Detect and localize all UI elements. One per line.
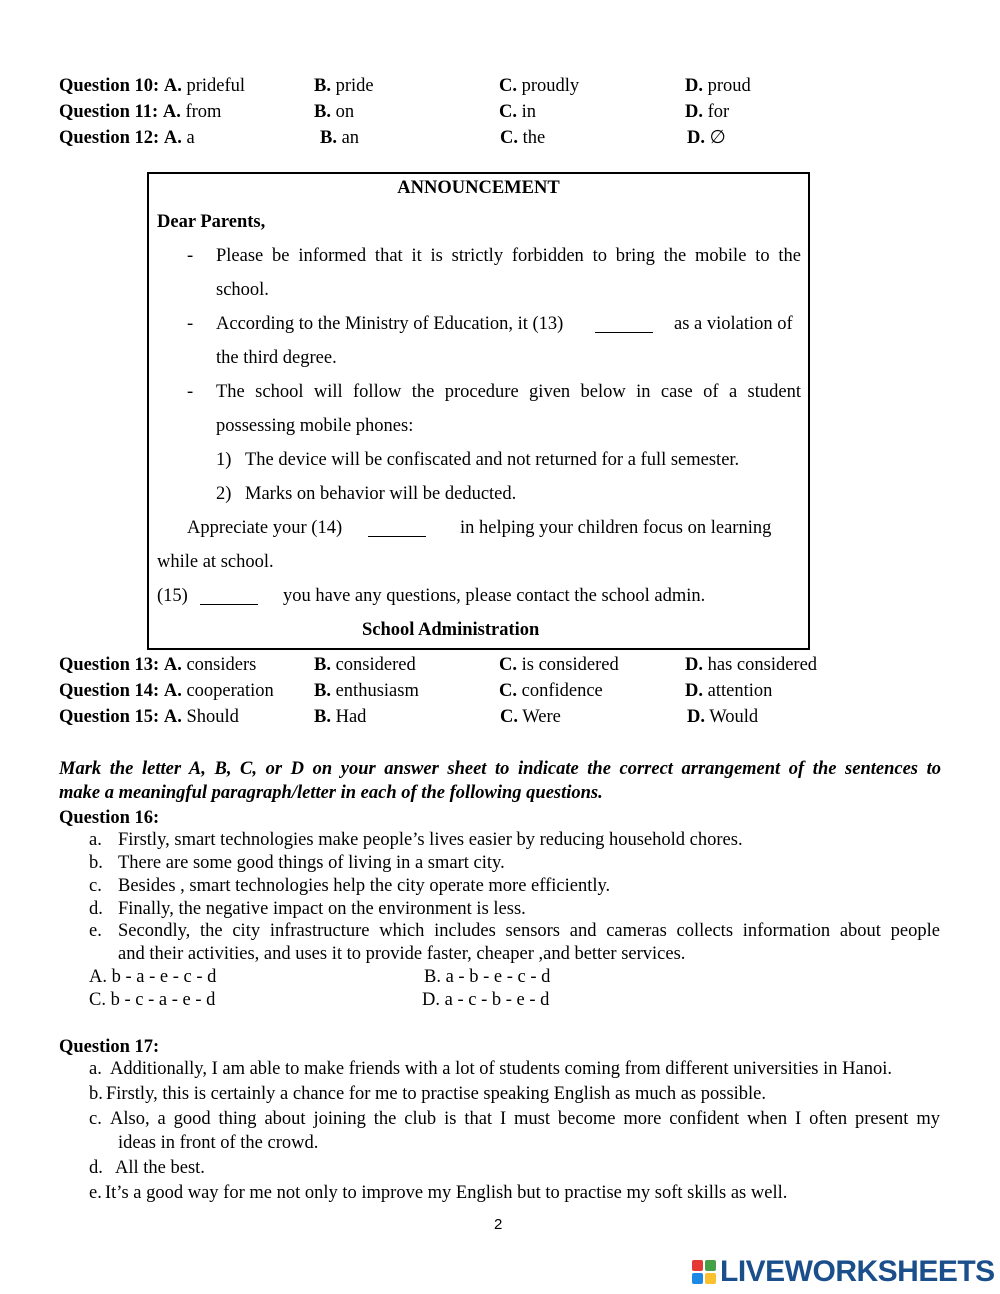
option-b[interactable]: Had: [335, 707, 367, 727]
option-d[interactable]: ∅: [709, 128, 726, 148]
question-11-row: Question 11: A. from B. on C. in D. for: [59, 102, 730, 122]
q16-option-d[interactable]: D. a - c - b - e - d: [422, 990, 550, 1010]
bullet-2-post: as a violation of: [674, 314, 793, 334]
bullet-dash: -: [187, 314, 194, 334]
question-10-row: Question 10: A. prideful B. pride C. proudly D. proud: [59, 76, 751, 96]
question-label: Question 14:: [59, 681, 160, 701]
logo-mark-icon: [692, 1260, 716, 1284]
q17-item-b: Firstly, this is certainly a chance for me to practise speaking English as much as possible.: [106, 1084, 767, 1104]
option-d[interactable]: proud: [707, 76, 751, 96]
procedure-2: Marks on behavior will be deducted.: [245, 484, 517, 504]
option-a[interactable]: a: [186, 128, 195, 148]
q16-item-e-line-2: and their activities, and uses it to provide faster, cheaper ,and better services.: [118, 944, 686, 964]
q15-post: you have any questions, please contact the school admin.: [283, 586, 706, 606]
option-d[interactable]: attention: [707, 681, 773, 701]
option-c[interactable]: in: [521, 102, 537, 122]
option-c[interactable]: proudly: [521, 76, 580, 96]
logo-text: LIVEWORKSHEETS: [720, 1255, 995, 1288]
instruction-line-1: Mark the letter A, B, C, or D on your answer sheet to indicate the correct arrangement of the sentences to: [59, 759, 941, 779]
bullet-3-line-1: The school will follow the procedure given below in case of a student: [216, 382, 801, 402]
bullet-3-line-2: possessing mobile phones:: [216, 416, 414, 436]
procedure-1: The device will be confiscated and not returned for a full semester.: [245, 450, 740, 470]
blank-14[interactable]: [368, 521, 426, 537]
greeting: Dear Parents,: [157, 212, 266, 232]
q17-item-c-line-2: ideas in front of the crowd.: [118, 1133, 319, 1153]
option-c[interactable]: the: [522, 128, 546, 148]
option-b[interactable]: considered: [335, 655, 416, 675]
appreciate-post: in helping your children focus on learning: [460, 518, 772, 538]
option-c[interactable]: confidence: [521, 681, 603, 701]
bullet-1-line-2: school.: [216, 280, 269, 300]
list-letter: b.: [89, 853, 103, 873]
question-14-row: Question 14: A. cooperation B. enthusiasm C. confidence D. attention: [59, 681, 773, 701]
option-d[interactable]: has considered: [707, 655, 818, 675]
instruction: [59, 757, 941, 805]
bullet-1-line-1: Please be informed that it is strictly forbidden to bring the mobile to the: [216, 246, 801, 266]
question-13-row: Question 13: A. considers B. considered C. is considered D. has considered: [59, 655, 818, 675]
option-c[interactable]: Were: [522, 707, 561, 727]
q17-item-d: All the best.: [115, 1158, 205, 1178]
liveworksheets-logo: [692, 1256, 995, 1288]
question-12-row: Question 12: A. a B. an C. the D. ∅: [59, 128, 726, 148]
list-letter: c.: [89, 876, 102, 896]
option-b[interactable]: pride: [335, 76, 374, 96]
q16-option-a[interactable]: A. b - a - e - c - d: [89, 967, 217, 987]
q16-item-d: Finally, the negative impact on the environment is less.: [118, 899, 526, 919]
blank-13[interactable]: [595, 317, 653, 333]
list-letter: d.: [89, 899, 103, 919]
bullet-dash: -: [187, 382, 194, 402]
list-letter: a.: [89, 830, 102, 850]
q16-item-c: Besides , smart technologies help the city operate more efficiently.: [118, 876, 611, 896]
announcement-title: ANNOUNCEMENT: [397, 178, 560, 198]
list-letter: e.: [89, 921, 102, 941]
q17-item-c-line-1: Also, a good thing about joining the club is that I must become more confident when I often present my: [110, 1109, 940, 1129]
list-number: 2): [216, 484, 232, 504]
announcement-box: [147, 172, 810, 650]
q16-title: Question 16:: [59, 808, 160, 828]
option-d[interactable]: for: [707, 102, 730, 122]
q16-item-b: There are some good things of living in a smart city.: [118, 853, 505, 873]
option-b[interactable]: on: [335, 102, 355, 122]
option-a[interactable]: considers: [186, 655, 257, 675]
question-label: Question 12:: [59, 128, 160, 148]
q15-pre: (15): [157, 586, 188, 606]
question-15-row: Question 15: A. Should B. Had C. Were D. Would: [59, 707, 759, 727]
list-letter: e.: [89, 1183, 102, 1203]
instruction-line-2: make a meaningful paragraph/letter in each of the following questions.: [59, 783, 603, 803]
bullet-2-line-2: the third degree.: [216, 348, 337, 368]
q17-item-a: Additionally, I am able to make friends with a lot of students coming from different universities in Hanoi.: [110, 1059, 892, 1079]
option-b[interactable]: enthusiasm: [335, 681, 419, 701]
option-a[interactable]: prideful: [186, 76, 246, 96]
q16-item-a: Firstly, smart technologies make people’s lives easier by reducing household chores.: [118, 830, 743, 850]
bullet-2-pre: According to the Ministry of Education, it (13): [216, 314, 564, 334]
q17-title: Question 17:: [59, 1037, 160, 1057]
signature: School Administration: [362, 620, 540, 640]
option-a[interactable]: Should: [186, 707, 239, 727]
option-b[interactable]: an: [341, 128, 360, 148]
option-a[interactable]: cooperation: [186, 681, 274, 701]
option-a[interactable]: from: [185, 102, 222, 122]
list-letter: c.: [89, 1109, 102, 1129]
appreciate-line-2: while at school.: [157, 552, 274, 572]
list-letter: b.: [89, 1084, 103, 1104]
option-d[interactable]: Would: [709, 707, 759, 727]
page-number: 2: [494, 1216, 503, 1233]
question-label: Question 13:: [59, 655, 160, 675]
list-letter: d.: [89, 1158, 103, 1178]
q17-item-e: It’s a good way for me not only to improve my English but to practise my soft skills as well.: [105, 1183, 788, 1203]
question-label: Question 15:: [59, 707, 160, 727]
q16-option-b[interactable]: B. a - b - e - c - d: [424, 967, 551, 987]
question-label: Question 10:: [59, 76, 160, 96]
appreciate-pre: Appreciate your (14): [187, 518, 343, 538]
bullet-dash: -: [187, 246, 194, 266]
q16-option-c[interactable]: C. b - c - a - e - d: [89, 990, 216, 1010]
option-c[interactable]: is considered: [521, 655, 619, 675]
question-label: Question 11:: [59, 102, 159, 122]
q16-item-e-line-1: Secondly, the city infrastructure which includes sensors and cameras collects information about people: [118, 921, 940, 941]
list-letter: a.: [89, 1059, 102, 1079]
blank-15[interactable]: [200, 589, 258, 605]
list-number: 1): [216, 450, 232, 470]
